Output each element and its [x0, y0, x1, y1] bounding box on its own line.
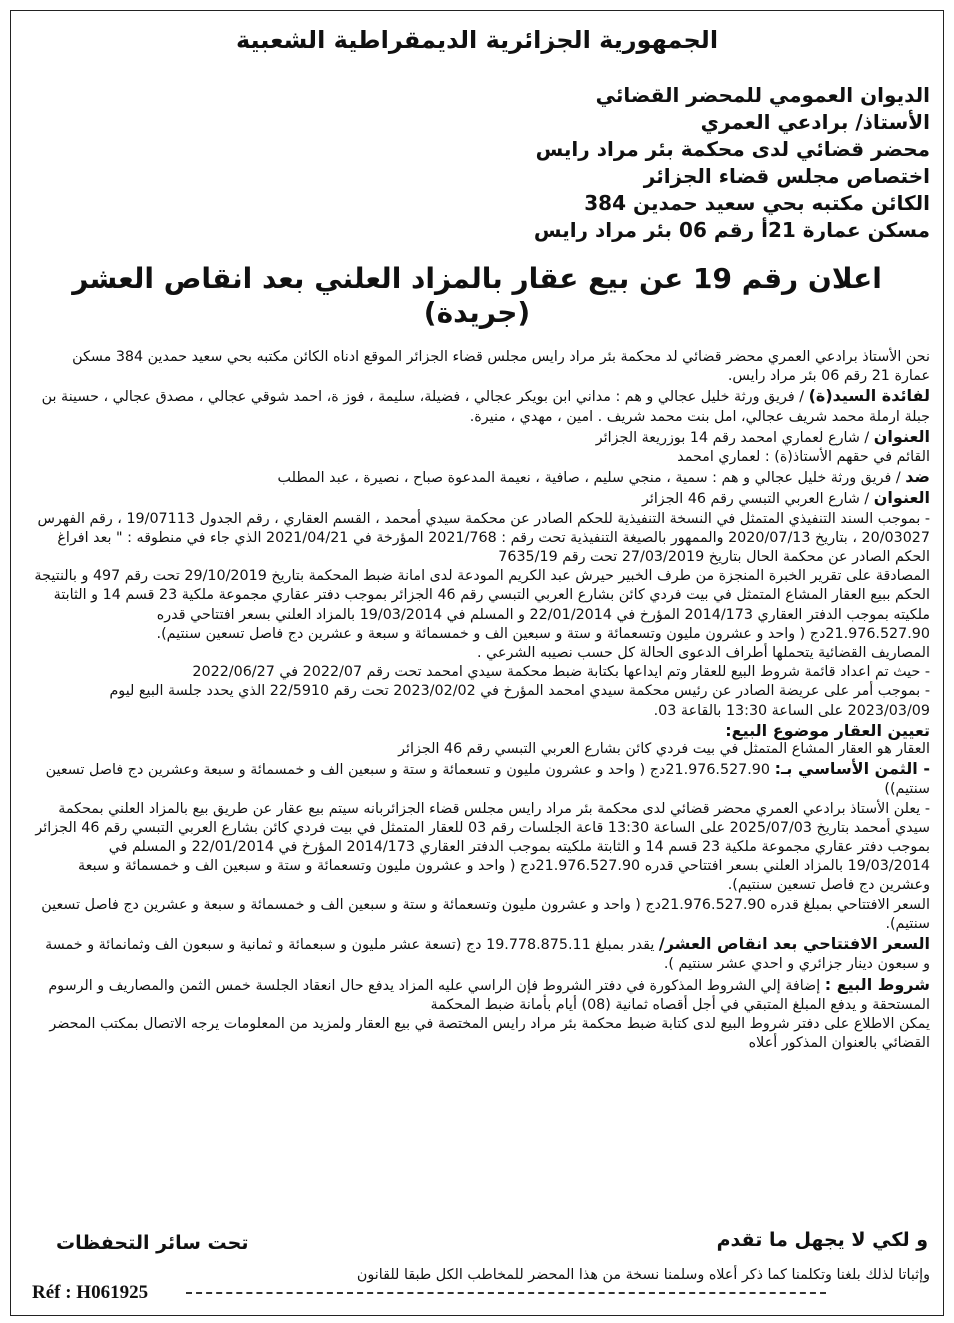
notice-body [34, 348, 930, 1053]
notice-title-subtitle: (جريدة) [423, 296, 531, 329]
address-text: / شارع لعماري امحمد رقم 14 بوزريعة الجزائر [595, 429, 870, 446]
against-paragraph [34, 467, 930, 488]
sale-terms-text: إضافة إلي الشروط المذكورة في دفتر الشروط فإن الراسي عليه المزاد يدفع حال انعقاد الجلسة خمس الثمن والمصاريف و الرسوم المستحقة و يدفع المبلغ المتبقي في أجل أقصاه ثمانية (08) أيام بأمانة ضبط المحكمة [48, 977, 930, 1013]
beneficiaries-text: / فريق ورثة خليل عجالي و هم : مداني ابن بويكر عجالي ، فضيلة، سليمة ، فوز ة، احمد شوقي عجالي ، مصدق عجالي ، حسينة بن جبلة ارملة محمد شريف عجالي، امل بنت محمد شريف . امين ، مهدي ، منيرة. [41, 389, 930, 425]
bailiff-office-block [410, 82, 930, 244]
dashed-divider [186, 1292, 826, 1294]
intro-paragraph: نحن الأستاذ برادعي العمري محضر قضائي لد محكمة بئر مراد رايس مجلس قضاء الجزائر الموقع ادناه الكائن مكتبه بحي سعيد حمدين 384 مسكن عمارة 21 رقم 06 بئر مراد رايس. [72, 349, 930, 385]
base-price-paragraph [34, 759, 930, 799]
reference-number: Réf : H061925 [22, 1282, 158, 1304]
beneficiaries-label: لفائدة السيد(ة) [808, 386, 930, 406]
against-label: ضد [905, 467, 930, 487]
opening-price-paragraph: السعر الافتتاحي بمبلغ قدره 21.976.527.90دج ( واحد و عشرون مليون وتسعمائة و ستة و سبعين الف و خمسمائة و سبعة و عشرين دج فاصل تسعين سنتيم). [41, 896, 930, 932]
address-text: / شارع العربي التبسي رقم 46 الجزائر [641, 491, 870, 508]
costs-paragraph: المصاريف القضائية يتحملها أطراف الدعوى الحالة كل حسب نصيبه الشرعي . [476, 645, 930, 662]
closing-statement: وإثباتا لذلك بلغنا وتكلمنا كما ذكر أعلاه وسلمنا نسخة من هذا المحضر للمخاطب الكل طبقا للقانون [356, 1267, 930, 1283]
beneficiaries-paragraph [34, 386, 930, 426]
approval-paragraph: المصادقة على تقرير الخبرة المنجزة من طرف الخبير حيرش عبد الكريم المودعة لدى امانة ضبط المحكمة بتاريخ 29/10/2019 تحت رقم 497 و بالنتيجة الحكم ببيع العقار المشاع المتمثل في بيت فردي كائن بشارع العربي التبسي رقم 46 الجزائر بموجب دفتر عقاري مجموعة ملكية 23 قسم 14 و الثابتة ملكيته بموجب الدفتر العقاري 2014/173 المؤرخ في 22/01/2014 و المسلم في 19/03/2014 بالمزاد العلني بسعر افتتاحي قدره 21.976.527.90دج ( واحد و عشرون مليون وتسعمائة و ستة و سبعين الف و خمسمائة و سبعة و عشرين دج فاصل تسعين سنتيم). [34, 568, 930, 642]
execution-title-paragraph: - بموجب السند التنفيذي المتمثل في النسخة التنفيذية للحكم الصادر عن محكمة سيدي أمحمد ، القسم العقاري ، رقم الجدول 19/07113 ، رقم الفهرس 20/03027 ، بتاريخ 2020/07/13 والممهور بالصيغة التنفيذية تحت رقم : 2021/768 المؤرخة في 2021/04/21 الذي جاء في منطوقه : " بعد افراغ الحكم الصادر عن محكمة الحال بتاريخ 27/03/2019 تحت رقم 7635/19 [37, 510, 930, 566]
conditions-filed-paragraph: - حيث تم اعداد قائمة شروط البيع للعقار وتم ايداعها بكتابة ضبط محكمة سيدي امحمد تحت رقم 2022/07 في 2022/06/27 [192, 664, 930, 681]
office-line: محضر قضائي لدى محكمة بئر مراد رايس [535, 137, 930, 161]
sale-terms-label: شروط البيع : [824, 974, 930, 994]
reservations-note: تحت سائر التحفظات [56, 1232, 249, 1254]
notice-title-line: اعلان رقم 19 عن بيع عقار بالمزاد العلني بعد انقاص العشر [72, 262, 882, 295]
reduced-price-label: السعر الافتتاحي بعد انقاص العشر/ [658, 934, 930, 954]
notice-title [0, 262, 954, 330]
address-paragraph [34, 488, 930, 509]
office-line: مسكن عمارة 21أ رقم 06 بئر مراد رايس [533, 218, 930, 242]
address-label: العنوان [873, 426, 930, 446]
base-price-label: - الثمن الأساسي بـ: [774, 759, 930, 779]
sale-terms-paragraph [34, 975, 930, 1015]
base-price-text: 21.976.527.90دج ( واحد و عشرون مليون و تسعمائة و ستة و سبعين الف و خمسمائة و سبعة وعشرين دج فاصل تسعين سنتيم)) [45, 762, 930, 798]
office-line: الديوان العمومي للمحضر القضائي [595, 83, 930, 107]
office-line: الكائن مكتبه بحي سعيد حمدين 384 [584, 191, 930, 215]
announcement-paragraph: - يعلن الأستاذ برادعي العمري محضر قضائي لدى محكمة بئر مراد رايس مجلس قضاء الجزائربانه سيتم بيع عقار عن طريق بيع بالمزاد العلني بمحكمة سيدي أمحمد بتاريخ 2025/07/03 على الساعة 13:30 قاعة الجلسات رقم 03 للعقار المتمثل في بيت فردي كائن بشارع العربي التبسي رقم 46 الجزائر بموجب دفتر عقاري مجموعة ملكية 23 قسم 14 و الثابتة ملكيته بموجب الدفتر العقاري 2014/173 المؤرخ في 22/01/2014 و المسلم في 19/03/2014 بالمزاد العلني بسعر افتتاحي قدره 21.976.527.90دج ( واحد و عشرون مليون وتسعمائة و ستة و سبعين الف و خمسمائة و سبعة وعشرين دج فاصل تسعين سنتيم). [35, 800, 930, 894]
closing-formula: و لكي لا يجهل ما تقدم [716, 1229, 928, 1251]
standing-paragraph: القائم في حقهم الأستاذ(ة) : لعماري امحمد [677, 449, 930, 466]
property-designation-heading: تعيين العقار موضوع البيع: [725, 720, 930, 740]
reduced-price-text: يقدر بمبلغ 19.778.875.11 دج (تسعة عشر مليون و سبعمائة و ثمانية و سبعون الف وثمانمائة و خمسة و سبعون دينار جزائري و احدي عشر سنتيم ). [45, 937, 930, 973]
property-designation-text: العقار هو العقار المشاع المتمثل في بيت فردي كائن بشارع العربي التبسي رقم 46 الجزائر [398, 741, 930, 758]
office-line: الأستاذ/ برادعي العمري [700, 110, 930, 134]
order-paragraph: - بموجب أمر على عريضة الصادر عن رئيس محكمة سيدي امحمد المؤرخ في 2023/02/02 تحت رقم 22/5910 الذي يحدد جلسة البيع ليوم 2023/03/09 على الساعة 13:30 بالقاعة 03. [109, 683, 930, 719]
address-label: العنوان [873, 488, 930, 508]
reduced-price-paragraph [34, 934, 930, 974]
office-line: اختصاص مجلس قضاء الجزائر [643, 164, 930, 188]
address-paragraph [34, 427, 930, 448]
republic-heading: الجمهورية الجزائرية الديمقراطية الشعبية [235, 26, 719, 54]
consultation-paragraph: يمكن الاطلاع على دفتر شروط البيع لدى كتابة ضبط محكمة بئر مراد رايس المختصة في بيع العقار ولمزيد من المعلومات يرجه الاتصال بمكتب المحضر القضائي بالعنوان المذكور أعلاه [49, 1015, 930, 1052]
against-text: / فريق ورثة خليل عجالي و هم : سمية ، منجي سليم ، صافية ، نعيمة المدعوة صباح ، نصيرة ، عبد المطلب [277, 470, 901, 487]
